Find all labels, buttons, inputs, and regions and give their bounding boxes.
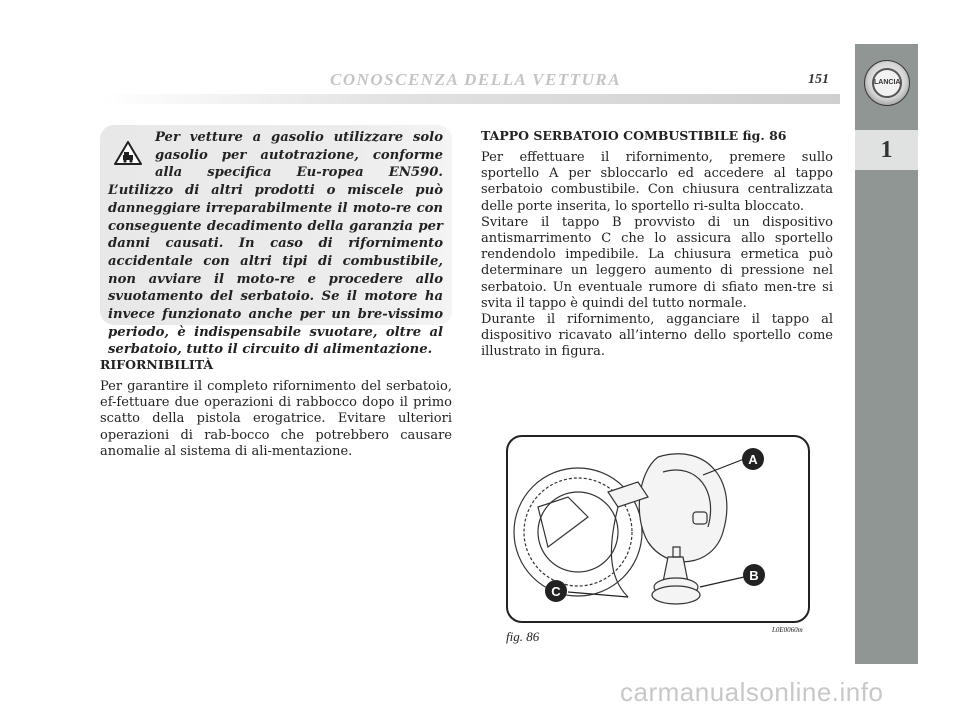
lancia-logo (864, 60, 910, 106)
header-rule (100, 94, 840, 104)
label-b: B (749, 568, 759, 583)
section-title-fuel-cap: TAPPO SERBATOIO COMBUSTIBILE fig. 86 (481, 128, 787, 143)
chapter-tab[interactable]: 1 (855, 130, 918, 170)
refueling-text: Per garantire il completo rifornimento del serbatoio, ef-fettuare due operazioni di rabbocco dopo il primo scatto della pistola erogatrice. Evitare ulteriori operazioni di rab-bocco che potrebbero causare anomalie al sistema di ali-mentazione. (100, 379, 452, 459)
running-header: CONOSCENZA DELLA VETTURA (330, 70, 622, 89)
paragraph: Per effettuare il rifornimento, premere sullo sportello A per sbloccarlo ed accedere al tappo serbatoio combustibile. Con chiusura centralizzata delle porte inserita, lo sportello ri-sulta bloccato. (481, 150, 833, 214)
paragraph: Svitare il tappo B provvisto di un dispositivo antismarrimento C che lo assicura allo sportello rendendolo impedibile. La chiusura ermetica può determinare un leggero aumento di pressione nel serbatoio. Un eventuale rumore di sfiato men-tre si svita il tappo è quindi del tutto normale. (481, 214, 833, 311)
fuel-cap-text (481, 150, 833, 361)
section-title-refueling: RIFORNIBILITÀ (100, 357, 214, 372)
figure-caption: fig. 86 (506, 629, 540, 644)
paragraph: Durante il rifornimento, agganciare il tappo al dispositivo ricavato all’interno dello sportello come illustrato in figura. (481, 312, 833, 360)
figure-code: L0E0060m (772, 626, 803, 634)
warning-text: Per vetture a gasolio utilizzare solo gasolio per autotrazione, conforme alla specifica Eu-ropea EN590. L’utilizzo di altri prodotti o miscele può danneggiare irreparabilmente il moto-re con conseguente decadimento della garanzia per danni causati. In caso di rifornimento accidentale con altri tipi di combustibile, non avviare il moto-re e procedere allo svuotamento del serbatoio. Se il motore ha invece funzionato anche per un bre-vissimo periodo, è indispensabile svuotare, oltre al serbatoio, tutto il circuito di alimentazione. (108, 130, 443, 358)
logo-text: LANCIA (872, 68, 902, 98)
fuel-cap-illustration (508, 437, 808, 621)
fuel-warning-icon (113, 140, 143, 166)
label-c: C (551, 584, 561, 599)
warning-box (100, 125, 452, 358)
watermark: carmanualsonline.info (620, 677, 884, 707)
label-a: A (748, 452, 758, 467)
page-number: 151 (808, 72, 829, 87)
figure-86 (506, 435, 810, 623)
